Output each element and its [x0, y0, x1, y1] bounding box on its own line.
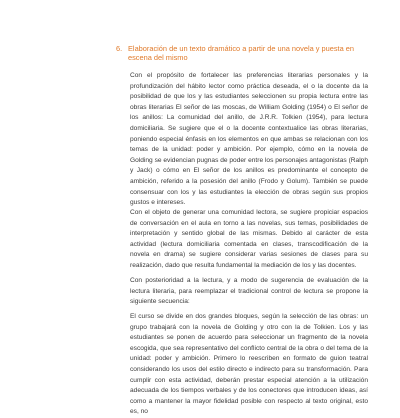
paragraph-intro: Con el propósito de fortalecer las preferencias literarias personales y la profundización del hábito lector como práctica deseada, el o la docente da la posibilidad de que los y las estudiantes seleccionen su propia lectura entre las obras literarias El señor de las moscas, de William Golding (1954) o El señor de los anillos: La comunidad del anillo, de J.R.R. Tolkien (1954), para lectura domiciliaria. Se sugiere que el o la docente contextualice las obras literarias, poniendo especial énfasis en los elementos en que ambas se relacionan con los temas de la unidad: poder y ambición. Por ejemplo, cómo en la novela de Golding se evidencian pugnas de poder entre los personajes antagonistas (Ralph y Jack) o cómo en El señor de los anillos es predominante el concepto de ambición, referido a la posesión del anillo (Frodo y Golum). También se puede consensuar con los y las estudiantes la elección de obras según sus propios gustos e intereses.: [130, 72, 368, 207]
section-title: Elaboración de un texto dramático a partir de una novela y puesta en escena del mismo: [128, 44, 354, 62]
paragraph-evaluation: Con posterioridad a la lectura, y a modo de sugerencia de evaluación de la lectura literaria, para reemplazar el tradicional control de lectura se propone la siguiente secuencia:: [130, 277, 368, 306]
paragraph-reading-community: Con el objeto de generar una comunidad lectora, se sugiere propiciar espacios de conversación en el aula en torno a las novelas, sus temas, posibilidades de interpretación y sentido global de las mismas. Debido al carácter de esta actividad (lectura domiciliaria comentada en clases, transcodificación de la novela en drama) se sugiere considerar varias sesiones de clases para su realización, dado que resulta fundamental la mediación de los y las docentes.: [130, 209, 368, 269]
paragraph-sequence: El curso se divide en dos grandes bloques, según la selección de las obras: un grupo trabajará con la novela de Golding y otro con la de Tolkien. Los y las estudiantes se ponen de acuerdo para seleccionar un fragmento de la novela escogida, que sea representativo del conflicto central de la obra o del tema de la unidad: poder y ambición. Primero lo reescriben en formato de guion teatral considerando los usos del estilo directo e indirecto para su transformación. Para cumplir con esta actividad, deberán prestar especial atención a la utilización adecuada de los tiempos verbales y de los conectores que introducen ideas, así como a mantener la mayor fidelidad posible con respecto al texto original, esto es, no: [130, 313, 368, 416]
section-heading: [116, 44, 366, 62]
section-number: 6.: [116, 44, 123, 53]
